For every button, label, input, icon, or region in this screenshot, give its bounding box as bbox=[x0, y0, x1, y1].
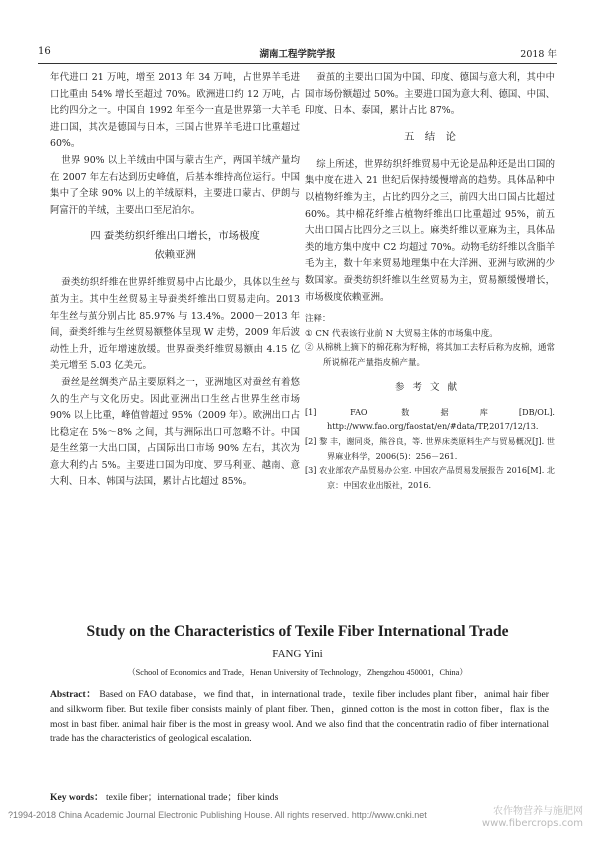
abstract-label: Abstract： bbox=[50, 689, 97, 700]
paragraph: 年代进口 21 万吨，增至 2013 年 34 万吨，占世界羊毛进口比重由 54% 增长至超过 70%。欧洲进口约 12 万吨，占比约四分之一。中国自 1992 年至今一直是世界第一大羊毛进口国，其次是德国与日本，三国占世界羊毛进口比重超过 60%。 bbox=[50, 72, 300, 150]
section-heading-line: 四 蚕类纺织纤维出口增长，市场极度 bbox=[90, 230, 260, 243]
reference-item: [2] 黎 丰，谢同炎，熊谷良，等. 世界床类原料生产与贸易概况[J]. 世界麻业科学，2006(5)：256－261. bbox=[305, 435, 555, 461]
header-rule bbox=[38, 63, 557, 64]
paragraph: 综上所述，世界纺织纤维贸易中无论是品种还是出口国的集中度在进入 21 世纪后保持缓慢增高的趋势。具体品种中以植物纤维为主，占比约四分之三，前四大出口国占比超过 60%。其中棉花纤维占植物纤维出口比重超过 95%，前五大出口国占比四分之三以上。麻类纤维以亚麻为主，具体品类的地方集中度中 C2 均超过 70%。动物毛纺纤维以含脂羊毛为主，数十年来贸易地理集中在大洋洲、亚洲与欧洲的少数国家。蚕类纺织纤维以生丝贸易为主，贸易额缓慢增长，市场极度依赖亚洲。 bbox=[305, 158, 555, 303]
english-author: FANG Yini bbox=[272, 648, 323, 660]
section-heading: 五 结 论 bbox=[404, 130, 456, 143]
paragraph: 蚕类纺织纤维在世界纤维贸易中占比最少，具体以生丝与茧为主。其中生丝贸易主导蚕类纤维出口贸易走向。2013 年生丝与茧分别占比 85.97% 与 13.4%。2000－2013 年间，蚕类纤维与生丝贸易额整体呈现 W 走势，2009 年后波动性上升，近年增速放缓。世界蚕类纤维贸易额由 4.15 亿美元增至 5.03 亿美元。 bbox=[50, 277, 300, 372]
notes bbox=[305, 312, 555, 370]
section-heading bbox=[50, 227, 300, 265]
keywords-text: texile fiber；international trade；fiber kinds bbox=[105, 792, 279, 803]
note-item: ① CN 代表该行业前 N 大贸易主体的市场集中度。 bbox=[305, 328, 498, 339]
watermark-line: www.fibercrops.com bbox=[481, 818, 583, 829]
journal-name: 湖南工程学院学报 bbox=[259, 49, 336, 60]
section-heading-line: 依赖亚洲 bbox=[154, 249, 196, 262]
abstract-text: Based on FAO database，we find that，in international trade，texile fiber includes plant fiber，animal hair fiber and silkworm fiber. But texile fiber consists mainly of plant fiber. Then，ginned cotton is the most in cotton fiber，flax is the most in bast fiber. animal hair fiber is the most in greasy wool. And we also find that the concentratin radio of fiber international trade has the characteristics of geological escalation. bbox=[50, 689, 550, 745]
notes-label: 注释： bbox=[305, 314, 331, 325]
paragraph: 世界 90% 以上羊绒由中国与蒙古生产，两国羊绒产量均在 2007 年左右达到历史峰值，后基本维持高位运行。中国集中了全球 90% 以上的羊绒原料，主要进口蒙古、伊朗与阿富汗的羊绒，主要出口至尼泊尔。 bbox=[50, 154, 300, 216]
english-affiliation: （School of Economics and Trade，Henan University of Technology，Zhengzhou 450001，China） bbox=[127, 668, 468, 677]
reference-item: [1] FAO 数据库[DB/OL]. http://www.fao.org/faostat/en/#data/TP,2017/12/13. bbox=[305, 406, 555, 432]
right-column bbox=[305, 70, 555, 492]
year: 2018 年 bbox=[520, 49, 557, 60]
references bbox=[305, 405, 555, 493]
page-number: 16 bbox=[38, 46, 51, 57]
english-abstract bbox=[50, 688, 549, 747]
copyright-footer: ?1994-2018 China Academic Journal Electronic Publishing House. All rights reserved. http://www.cnki.net bbox=[8, 810, 427, 820]
note-item: ② 从棉桃上摘下的棉花称为籽棉，将其加工去籽后称为皮棉，通常所说棉花产量指皮棉产量。 bbox=[305, 343, 555, 368]
english-keywords bbox=[50, 789, 549, 803]
references-heading: 参考文献 bbox=[394, 382, 465, 394]
running-header bbox=[38, 46, 557, 62]
paragraph: 蚕丝是丝绸类产品主要原料之一，亚洲地区对蚕丝有着悠久的生产与文化历史。因此亚洲出口生丝占世界生丝市场 90% 以上比重，峰值曾超过 95%（2009 年）。欧洲出口占比稳定在 5%～8% 之间，其与洲际出口可忽略不计。中国是生丝第一大出口国，占国际出口市场 90% 左右，其次为意大利约占 5%。主要进口国为印度、罗马利亚、越南、意大利、日本、韩国与法国，累计占比超过 85%。 bbox=[50, 376, 300, 488]
watermark-line: 农作物营养与施肥网 bbox=[493, 806, 583, 817]
reference-item: [3] 农业部农产品贸易办公室. 中国农产品贸易发展报告 2016[M]. 北京：中国农业出版社，2016. bbox=[305, 465, 555, 490]
english-title: Study on the Characteristics of Texile Fiber International Trade bbox=[86, 623, 509, 640]
keywords-label: Key words： bbox=[50, 792, 104, 803]
watermark bbox=[482, 806, 583, 830]
paragraph: 蚕茧的主要出口国为中国、印度、德国与意大利，其中中国市场份额超过 50%。主要进口国为意大利、德国、中国、印度、日本、泰国，累计占比 87%。 bbox=[305, 72, 555, 117]
left-column bbox=[50, 70, 300, 491]
